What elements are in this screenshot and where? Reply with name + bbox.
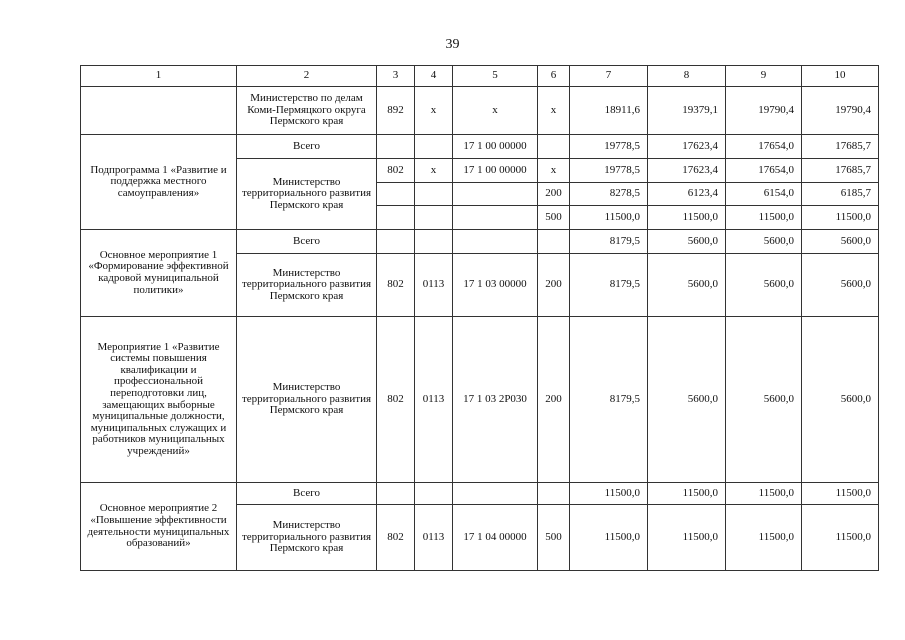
table-cell: 892 xyxy=(377,87,415,135)
table-header-row xyxy=(81,66,879,87)
event-name-cell: Основное мероприятие 2 «Повышение эффективности деятельности муниципальных образований» xyxy=(81,483,237,571)
subprogram-name-cell: Подпрограмма 1 «Развитие и поддержка местного самоуправления» xyxy=(81,135,237,230)
table-cell: 17623,4 xyxy=(648,135,726,159)
table-cell xyxy=(377,230,415,254)
table-cell: 18911,6 xyxy=(570,87,648,135)
table-cell: Министерство по делам Коми-Пермяцкого округа Пермского края xyxy=(237,87,377,135)
table-cell xyxy=(453,183,538,206)
table-cell: Министерство территориального развития Пермского края xyxy=(237,505,377,571)
table-cell: 200 xyxy=(538,317,570,483)
table-cell: 17685,7 xyxy=(802,159,879,183)
table-row xyxy=(81,135,879,159)
table-cell: 11500,0 xyxy=(570,483,648,505)
table-cell: Министерство территориального развития Пермского края xyxy=(237,159,377,230)
table-cell xyxy=(453,206,538,230)
table-cell: 0113 xyxy=(415,254,453,317)
table-cell: 5600,0 xyxy=(726,230,802,254)
table-cell xyxy=(415,183,453,206)
table-cell: х xyxy=(538,159,570,183)
table-row xyxy=(81,483,879,505)
table-cell: 11500,0 xyxy=(648,483,726,505)
header-cell: 5 xyxy=(453,66,538,87)
table-cell: 5600,0 xyxy=(802,317,879,483)
table-cell: 17 1 04 00000 xyxy=(453,505,538,571)
table-cell: 11500,0 xyxy=(726,206,802,230)
table-cell: Всего xyxy=(237,483,377,505)
table-cell: 19778,5 xyxy=(570,159,648,183)
table-cell: 11500,0 xyxy=(726,483,802,505)
event-name-cell: Основное мероприятие 1 «Формирование эффективной кадровой муниципальной политики» xyxy=(81,230,237,317)
table-cell: 19790,4 xyxy=(726,87,802,135)
table-cell xyxy=(377,135,415,159)
table-cell xyxy=(81,87,237,135)
header-cell: 2 xyxy=(237,66,377,87)
header-cell: 3 xyxy=(377,66,415,87)
table-row xyxy=(81,317,879,483)
table-cell: Министерство территориального развития Пермского края xyxy=(237,254,377,317)
table-cell: 802 xyxy=(377,317,415,483)
table-cell: 17 1 00 00000 xyxy=(453,159,538,183)
table-cell: Всего xyxy=(237,135,377,159)
table-cell xyxy=(538,135,570,159)
table-cell: х xyxy=(415,87,453,135)
header-cell: 4 xyxy=(415,66,453,87)
table-cell: 200 xyxy=(538,183,570,206)
table-cell: 19790,4 xyxy=(802,87,879,135)
table-cell: 17654,0 xyxy=(726,135,802,159)
table-cell: 5600,0 xyxy=(648,317,726,483)
header-cell: 9 xyxy=(726,66,802,87)
table-cell: 200 xyxy=(538,254,570,317)
table-cell: 802 xyxy=(377,254,415,317)
table-cell xyxy=(453,483,538,505)
header-cell: 8 xyxy=(648,66,726,87)
table-cell: 8179,5 xyxy=(570,254,648,317)
table-cell: 11500,0 xyxy=(648,206,726,230)
table-cell: 0113 xyxy=(415,505,453,571)
header-cell: 6 xyxy=(538,66,570,87)
event-name-cell: Мероприятие 1 «Развитие системы повышения квалификации и профессиональной переподготовки лиц, замещающих выборные муниципальные должности, муниципальных служащих и работников муниципальных учреждений» xyxy=(81,317,237,483)
table-cell xyxy=(415,483,453,505)
table-cell: 17 1 03 00000 xyxy=(453,254,538,317)
table-cell: х xyxy=(538,87,570,135)
table-cell: 8179,5 xyxy=(570,230,648,254)
table-cell: 11500,0 xyxy=(570,505,648,571)
table-cell: 5600,0 xyxy=(802,230,879,254)
table-cell: 5600,0 xyxy=(726,317,802,483)
table-cell xyxy=(415,230,453,254)
table-cell xyxy=(415,135,453,159)
page-number: 39 xyxy=(445,37,460,52)
table-cell: 17 1 00 00000 xyxy=(453,135,538,159)
table-cell: 5600,0 xyxy=(648,230,726,254)
table-cell: 500 xyxy=(538,505,570,571)
table-cell: 0113 xyxy=(415,317,453,483)
table-cell: 11500,0 xyxy=(802,505,879,571)
table-cell xyxy=(538,230,570,254)
header-cell: 7 xyxy=(570,66,648,87)
table-cell: 8278,5 xyxy=(570,183,648,206)
table-cell xyxy=(377,483,415,505)
table-cell: х xyxy=(453,87,538,135)
table-cell xyxy=(453,230,538,254)
table-cell: Всего xyxy=(237,230,377,254)
table-cell xyxy=(377,183,415,206)
table-cell: 802 xyxy=(377,505,415,571)
table-cell: 6123,4 xyxy=(648,183,726,206)
table-cell: 17 1 03 2Р030 xyxy=(453,317,538,483)
table-cell: 6185,7 xyxy=(802,183,879,206)
header-cell: 10 xyxy=(802,66,879,87)
table-cell: 19778,5 xyxy=(570,135,648,159)
table-cell: 500 xyxy=(538,206,570,230)
table-cell: 5600,0 xyxy=(648,254,726,317)
table-cell: 11500,0 xyxy=(570,206,648,230)
table-cell: Министерство территориального развития Пермского края xyxy=(237,317,377,483)
table-cell: 11500,0 xyxy=(648,505,726,571)
table-row xyxy=(81,87,879,135)
table-cell: 5600,0 xyxy=(802,254,879,317)
table-cell: 11500,0 xyxy=(802,206,879,230)
table-cell: 6154,0 xyxy=(726,183,802,206)
table-cell: 17654,0 xyxy=(726,159,802,183)
table-cell: х xyxy=(415,159,453,183)
table-cell xyxy=(538,483,570,505)
table-cell: 11500,0 xyxy=(726,505,802,571)
table-cell xyxy=(415,206,453,230)
table-cell: 19379,1 xyxy=(648,87,726,135)
table-cell: 5600,0 xyxy=(726,254,802,317)
table-cell: 17623,4 xyxy=(648,159,726,183)
table-row xyxy=(81,230,879,254)
table-cell: 11500,0 xyxy=(802,483,879,505)
header-cell: 1 xyxy=(81,66,237,87)
table-cell xyxy=(377,206,415,230)
table-cell: 17685,7 xyxy=(802,135,879,159)
table-cell: 802 xyxy=(377,159,415,183)
table-cell: 8179,5 xyxy=(570,317,648,483)
budget-table xyxy=(80,65,879,571)
